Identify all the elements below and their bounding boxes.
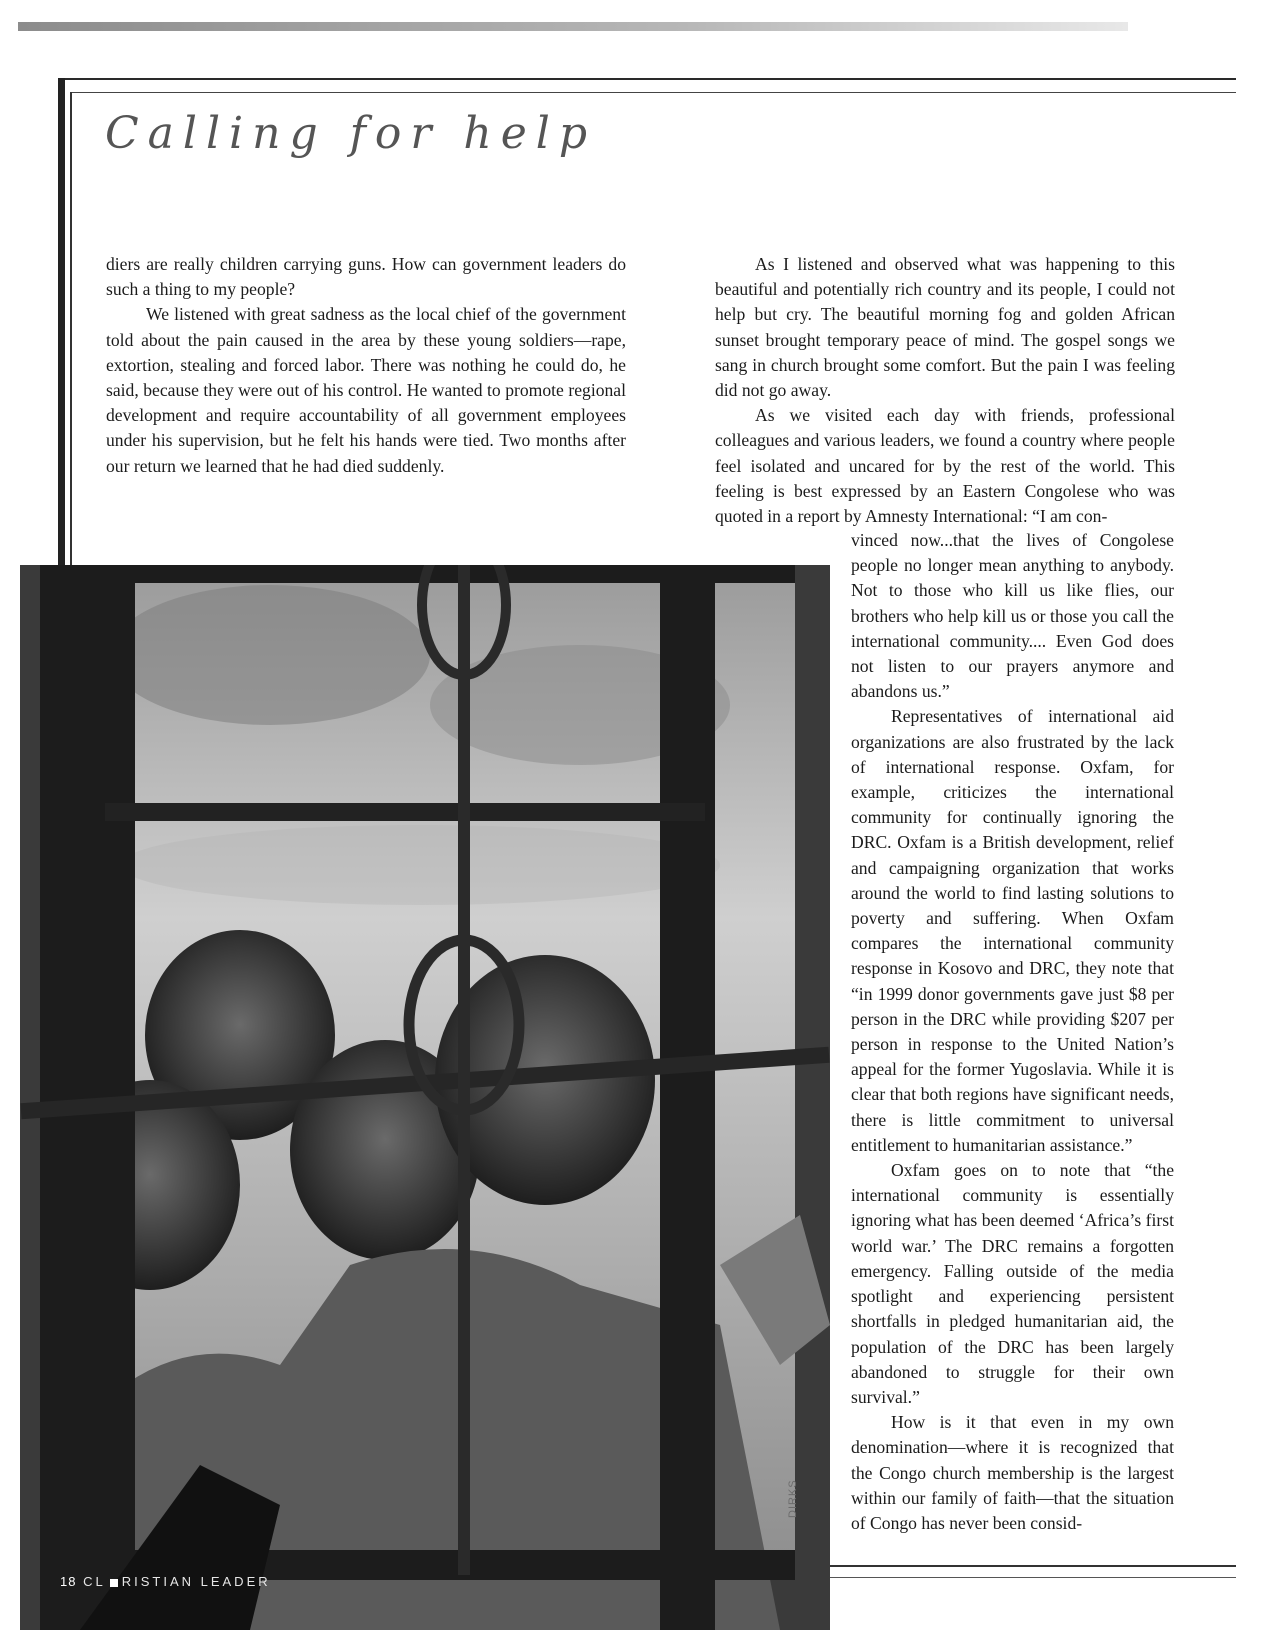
square-icon	[110, 1579, 118, 1587]
article-right-column	[715, 252, 1175, 529]
paragraph: As we visited each day with friends, professional colleagues and various leaders, we found a country where people feel isolated and uncared for by the rest of the world. This feeling is best expressed by an Eastern Congolese who was quoted in a report by Amnesty International: “I am con-	[715, 405, 1175, 527]
page-number: 18	[60, 1574, 77, 1589]
paragraph: diers are really children carrying guns. How can government leaders do such a thing to my people?	[106, 254, 626, 300]
paragraph: As I listened and observed what was happening to this beautiful and potentially rich country and its people, I could not help but cry. The beautiful morning fog and golden African sunset brought temporary peace of mind. The gospel songs we sang in church brought some comfort. But the pain I was feeling did not go away.	[715, 254, 1175, 401]
page-footer	[60, 1574, 271, 1589]
children-at-window-photo	[20, 565, 830, 1630]
paragraph: Representatives of international aid organizations are also frustrated by the lack of international response. Oxfam, for example, criticizes the international community for continually ignoring the DRC. Oxfam is a British development, relief and campaigning organization that works around the world to find lasting solutions to poverty and suffering. When Oxfam compares the international community response in Kosovo and DRC, they note that “in 1999 donor governments gave just $8 per person in the DRC while providing $207 per person in response to the United Nation’s appeal for the former Yugoslavia. While it is clear that both regions have significant needs, there is little commitment to universal entitlement to humanitarian assistance.”	[851, 706, 1174, 1155]
page-title: Calling for help	[105, 108, 597, 159]
footer-rule-thin	[830, 1577, 1236, 1578]
paragraph: We listened with great sadness as the local chief of the government told about the pain caused in the area by these young soldiers—rape, extortion, stealing and forced labor. There was nothing he could do, he said, because they were out of his control. He wanted to promote regional development and require accountability of all government employees under his supervision, but he felt his hands were tied. Two months after our return we learned that he had died suddenly.	[106, 304, 626, 476]
photo-credit: DIRKS	[787, 1479, 799, 1518]
top-decorative-band	[18, 22, 1128, 31]
publication-name-start: CL	[83, 1574, 106, 1589]
left-margin-rule-thin	[70, 92, 72, 572]
paragraph: How is it that even in my own denomination—where it is recognized that the Congo church membership is the largest within our family of faith—that the situation of Congo has never been consid-	[851, 1412, 1174, 1533]
article-right-narrow-column	[851, 528, 1174, 1536]
paragraph: Oxfam goes on to note that “the international community is essentially ignoring what has been deemed ‘Africa’s first world war.’ The DRC remains a forgotten emergency. Falling outside of the media spotlight and experiencing persistent shortfalls in pledged humanitarian aid, the population of the DRC has been largely abandoned to struggle for their own survival.”	[851, 1160, 1174, 1407]
footer-rule	[830, 1565, 1236, 1567]
header-rule	[58, 78, 1236, 80]
publication-name-rest: RISTIAN LEADER	[121, 1574, 271, 1589]
header-rule-thin	[70, 92, 1236, 93]
paragraph: vinced now...that the lives of Congolese people no longer mean anything to anybody. Not to those who kill us like flies, our brothers who help kill us or those you call the international community.... Even God does not listen to our prayers anymore and abandons us.”	[851, 530, 1174, 702]
left-margin-rule	[58, 78, 65, 578]
article-left-column	[106, 252, 626, 479]
